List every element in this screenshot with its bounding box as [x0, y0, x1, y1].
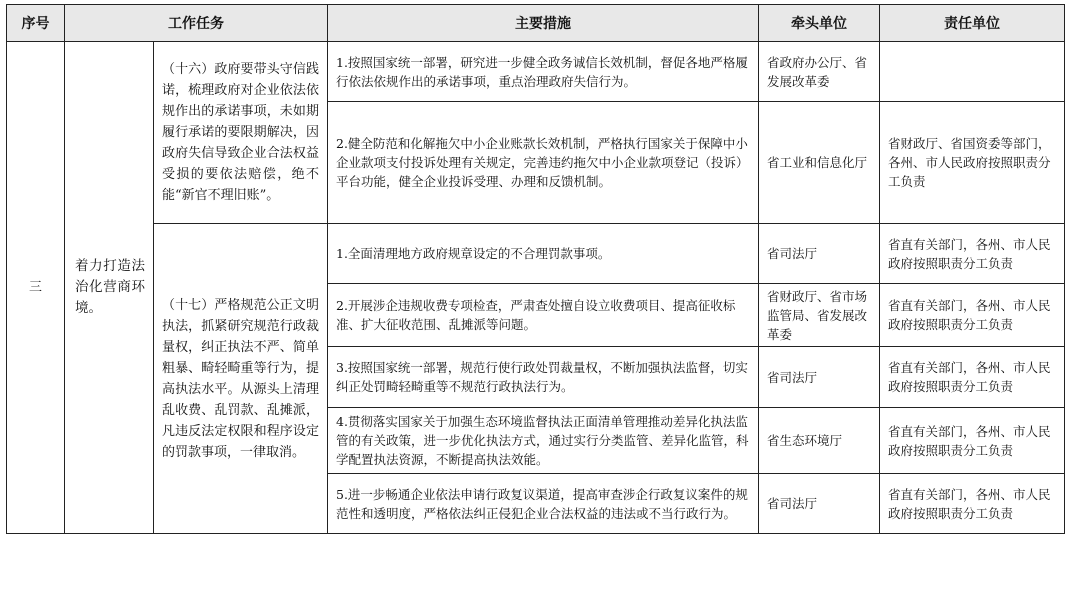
header-responsible: 责任单位 — [880, 5, 1065, 42]
measure-cell: 1.全面清理地方政府规章设定的不合理罚款事项。 — [328, 224, 759, 284]
measure-cell: 5.进一步畅通企业依法申请行政复议渠道，提高审查涉企行政复议案件的规范性和透明度，严格依法纠正侵犯企业合法权益的违法或不当行政行为。 — [328, 474, 759, 534]
header-measures: 主要措施 — [328, 5, 759, 42]
section-number: 三 — [7, 42, 65, 534]
responsible-unit-cell: 省直有关部门，各州、市人民政府按照职责分工负责 — [880, 224, 1065, 284]
document-page — [6, 4, 1064, 534]
table-header — [7, 5, 1065, 42]
measure-cell: 1.按照国家统一部署，研究进一步健全政务诚信长效机制，督促各地严格履行依法依规作出的承诺事项，重点治理政府失信行为。 — [328, 42, 759, 102]
task-16: （十六）政府要带头守信践诺，梳理政府对企业依法依规作出的承诺事项，未如期履行承诺的要限期解决，因政府失信导致企业合法权益受损的要依法赔偿，绝不能“新官不理旧账”。 — [154, 42, 328, 224]
responsible-unit-cell: 省财政厅、省国资委等部门，各州、市人民政府按照职责分工负责 — [880, 102, 1065, 224]
lead-unit-cell: 省工业和信息化厅 — [759, 102, 880, 224]
lead-unit-cell: 省司法厅 — [759, 474, 880, 534]
table-body — [7, 42, 1065, 534]
lead-unit-cell: 省司法厅 — [759, 224, 880, 284]
responsible-unit-cell: 省直有关部门，各州、市人民政府按照职责分工负责 — [880, 284, 1065, 347]
responsible-unit-cell: 省直有关部门，各州、市人民政府按照职责分工负责 — [880, 347, 1065, 408]
section-category: 着力打造法治化营商环境。 — [65, 42, 154, 534]
header-row — [7, 5, 1065, 42]
measure-cell: 4.贯彻落实国家关于加强生态环境监督执法正面清单管理推动差异化执法监管的有关政策，进一步优化执法方式，通过实行分类监管、差异化监管，科学配置执法资源，不断提高执法效能。 — [328, 408, 759, 474]
table-row — [7, 42, 1065, 102]
lead-unit-cell: 省政府办公厅、省发展改革委 — [759, 42, 880, 102]
lead-unit-cell: 省司法厅 — [759, 347, 880, 408]
responsible-unit-cell — [880, 42, 1065, 102]
task-17: （十七）严格规范公正文明执法，抓紧研究规范行政裁量权，纠正执法不严、简单粗暴、畸轻畸重等行为，提高执法水平。从源头上清理乱收费、乱罚款、乱摊派，凡违反法定权限和程序设定的罚款事项，一律取消。 — [154, 224, 328, 534]
work-task-table — [6, 4, 1065, 534]
measure-cell: 2.开展涉企违规收费专项检查，严肃查处擅自设立收费项目、提高征收标准、扩大征收范围、乱摊派等问题。 — [328, 284, 759, 347]
table-row — [7, 224, 1065, 284]
header-seq: 序号 — [7, 5, 65, 42]
measure-cell: 2.健全防范和化解拖欠中小企业账款长效机制，严格执行国家关于保障中小企业款项支付投诉处理有关规定，完善违约拖欠中小企业款项登记（投诉）平台功能，健全企业投诉受理、办理和反馈机制。 — [328, 102, 759, 224]
responsible-unit-cell: 省直有关部门，各州、市人民政府按照职责分工负责 — [880, 408, 1065, 474]
measure-cell: 3.按照国家统一部署，规范行使行政处罚裁量权，不断加强执法监督，切实纠正处罚畸轻畸重等不规范行政执法行为。 — [328, 347, 759, 408]
responsible-unit-cell: 省直有关部门，各州、市人民政府按照职责分工负责 — [880, 474, 1065, 534]
lead-unit-cell: 省生态环境厅 — [759, 408, 880, 474]
lead-unit-cell: 省财政厅、省市场监管局、省发展改革委 — [759, 284, 880, 347]
header-task: 工作任务 — [65, 5, 328, 42]
header-lead: 牵头单位 — [759, 5, 880, 42]
